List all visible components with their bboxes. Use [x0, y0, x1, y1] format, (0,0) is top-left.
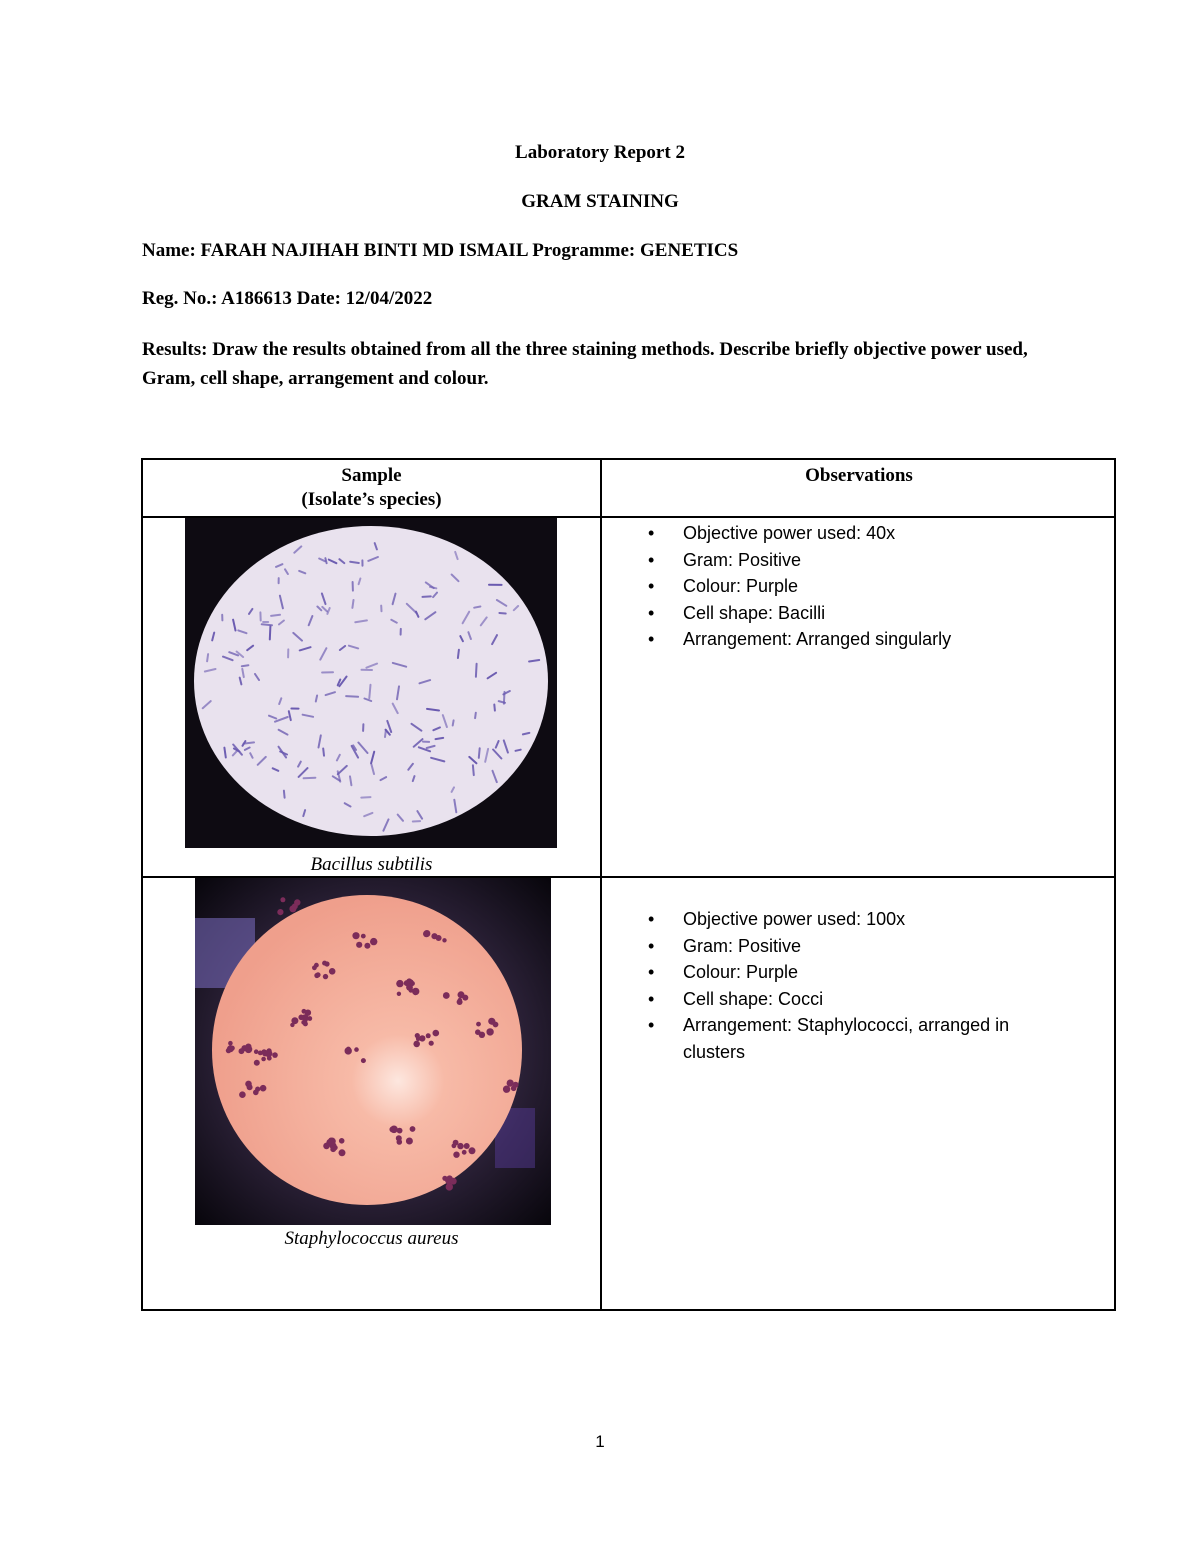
coccus-cell [314, 963, 319, 968]
bacillus-rod [499, 613, 505, 614]
coccus-cell [443, 992, 450, 999]
bacillus-rod [242, 665, 249, 666]
coccus-cell [426, 1033, 431, 1038]
coccus-cell [226, 1048, 231, 1053]
coccus-cell [245, 1081, 252, 1088]
coccus-cell [339, 1138, 345, 1144]
coccus-cell [476, 1022, 481, 1027]
bacillus-rod [369, 685, 370, 698]
bacillus-rod [325, 558, 326, 563]
observation-item: • Gram: Positive [643, 933, 1043, 960]
bacillus-rod [304, 778, 316, 779]
coccus-cell [289, 905, 296, 912]
bacillus-rod [494, 705, 495, 711]
bacillus-rod [350, 562, 359, 563]
bacillus-rod [475, 713, 476, 718]
bacillus-rod [436, 738, 444, 739]
coccus-cell [239, 1091, 246, 1098]
coccus-cell [433, 1030, 440, 1037]
coccus-cell [361, 934, 366, 939]
coccus-cell [489, 1018, 495, 1024]
coccus-cell [290, 1023, 294, 1027]
coccus-cell [503, 1086, 510, 1093]
header-sample-title: Sample [341, 465, 402, 486]
bacillus-rod [423, 596, 431, 597]
coccus-cell [323, 1143, 330, 1150]
coccus-cell [261, 1057, 266, 1062]
coccus-cell [262, 1050, 268, 1056]
coccus-cell [396, 1135, 402, 1141]
bacillus-rod [207, 654, 208, 661]
coccus-cell [294, 899, 300, 905]
coccus-cell [410, 1126, 416, 1132]
coccus-cell [280, 897, 285, 902]
coccus-cell [254, 1060, 260, 1066]
observation-item: • Arrangement: Staphylococci, arranged in clusters [643, 1012, 1043, 1065]
coccus-cell [431, 933, 437, 939]
results-instruction: Results: Draw the results obtained from all the three staining methods. Describe briefly objective power used, Gram, cell shape, arrangement and colour. [142, 339, 1028, 389]
coccus-cell [329, 968, 336, 975]
bacillus-observations [643, 520, 1043, 653]
coccus-cell [442, 938, 446, 942]
coccus-cell [429, 1041, 434, 1046]
bacillus-rod [473, 765, 474, 775]
header-sample-subtitle: (Isolate’s species) [301, 489, 442, 510]
coccus-cell [469, 1147, 476, 1154]
coccus-cell [446, 1178, 452, 1184]
bacillus-rod [361, 797, 370, 798]
coccus-cell [453, 1152, 459, 1158]
coccus-cell [323, 974, 328, 979]
coccus-cell [464, 1143, 470, 1149]
coccus-cell [507, 1080, 514, 1087]
coccus-cell [413, 1041, 420, 1048]
coccus-cell [370, 938, 377, 945]
coccus-cell [406, 984, 413, 991]
coccus-cell [364, 943, 370, 949]
report-title: Laboratory Report 2 [515, 142, 685, 163]
bacillus-rod [271, 615, 280, 616]
coccus-cell [415, 1033, 420, 1038]
coccus-cell [307, 1016, 312, 1021]
coccus-cell [245, 1046, 253, 1054]
observation-item: • Cell shape: Cocci [643, 986, 1043, 1013]
observation-item: • Objective power used: 40x [643, 520, 1043, 547]
header-sample [143, 464, 600, 512]
bacillus-rod [453, 720, 454, 725]
coccus-cell [254, 1049, 259, 1054]
bacillus-rod [516, 750, 521, 751]
coccus-cell [390, 1126, 398, 1134]
report-subtitle: GRAM STAINING [521, 191, 679, 212]
bacillus-rod [284, 791, 285, 798]
column-divider [600, 460, 602, 1309]
name-programme-line: Name: FARAH NAJIHAH BINTI MD ISMAIL Programme: GENETICS [142, 240, 739, 261]
header-observations: Observations [805, 465, 913, 486]
coccus-cell [253, 1090, 259, 1096]
bacillus-rod [346, 696, 358, 697]
coccus-cell [453, 1140, 459, 1146]
observation-item: • Objective power used: 100x [643, 906, 1043, 933]
coccus-cell [267, 1056, 272, 1061]
coccus-cell [324, 961, 329, 966]
results-table [141, 458, 1116, 1311]
coccus-cell [458, 991, 465, 998]
coccus-cell [352, 932, 359, 939]
coccus-cell [298, 1015, 304, 1021]
bacillus-micrograph [185, 518, 557, 848]
observation-item: • Gram: Positive [643, 547, 1043, 574]
bacillus-rod [474, 607, 480, 608]
bacillus-rod [352, 600, 353, 608]
coccus-cell [339, 1149, 346, 1156]
coccus-cell [413, 991, 417, 995]
coccus-cell [488, 1029, 493, 1034]
observation-item: • Cell shape: Bacilli [643, 600, 1043, 627]
bacillus-rod [476, 664, 477, 677]
coccus-cell [260, 1085, 267, 1092]
bacillus-rod [270, 626, 271, 639]
coccus-cell [462, 1150, 467, 1155]
staphylococcus-micrograph [195, 878, 551, 1225]
coccus-cell [354, 1047, 359, 1052]
bacillus-rod [262, 624, 272, 625]
coccus-cell [328, 1138, 336, 1146]
bacillus-rod [430, 587, 436, 588]
coccus-cell [406, 1138, 413, 1145]
page-number: 1 [595, 1432, 605, 1451]
coccus-cell [345, 1047, 352, 1054]
bacillus-rod [350, 776, 351, 785]
coccus-cell [458, 998, 462, 1002]
coccus-cell [272, 1052, 278, 1058]
bacillus-rod [323, 749, 324, 756]
coccus-cell [396, 980, 403, 987]
coccus-cell [277, 909, 283, 915]
staphylococcus-observations [643, 906, 1043, 1065]
coccus-cell [479, 1032, 485, 1038]
bacillus-rod [224, 748, 225, 758]
bacillus-rod [316, 696, 317, 702]
bacillus-rod [385, 730, 386, 737]
coccus-cell [239, 1048, 245, 1054]
coccus-cell [423, 930, 430, 937]
coccus-cell [457, 1143, 463, 1149]
coccus-cell [361, 1058, 366, 1063]
coccus-cell [315, 972, 320, 977]
staphylococcus-caption: Staphylococcus aureus [284, 1228, 459, 1249]
observation-item: • Arrangement: Arranged singularly [643, 626, 1043, 653]
bacillus-rod [458, 650, 459, 658]
coccus-cell [228, 1041, 233, 1046]
observation-item: • Colour: Purple [643, 959, 1043, 986]
bacillus-caption: Bacillus subtilis [310, 854, 433, 875]
reg-date-line: Reg. No.: A186613 Date: 12/04/2022 [142, 288, 433, 309]
coccus-cell [397, 992, 401, 996]
coccus-cell [356, 942, 362, 948]
observation-item: • Colour: Purple [643, 573, 1043, 600]
bacillus-rod [479, 748, 480, 758]
